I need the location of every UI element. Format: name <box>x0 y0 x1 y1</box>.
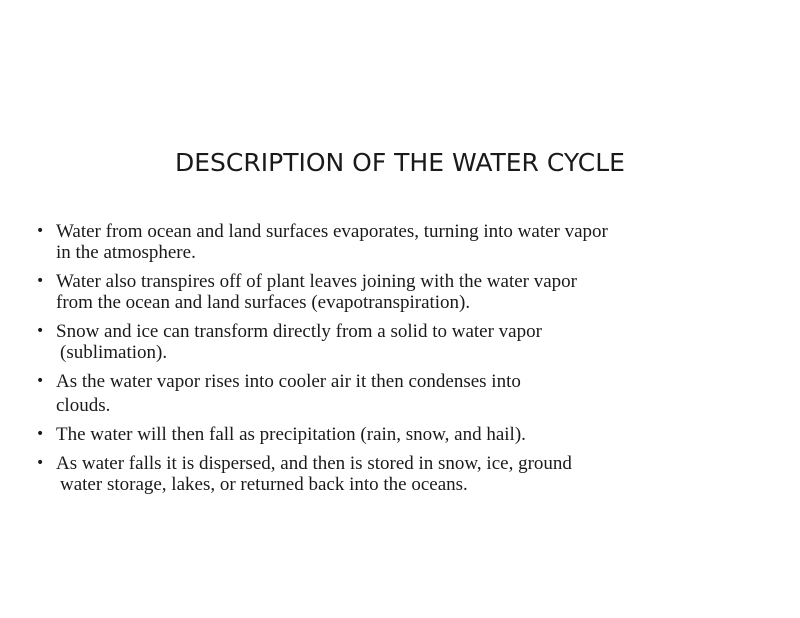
bullet-item-evaporation <box>36 221 686 263</box>
bullet-item-collection <box>36 453 686 495</box>
bullet-dot-icon: • <box>36 323 45 339</box>
bullet-dot-icon: • <box>36 273 45 289</box>
bullet-text-line: Snow and ice can transform directly from a solid to water vapor <box>56 321 542 342</box>
bullet-item-condensation <box>36 371 686 416</box>
bullet-text-line: water storage, lakes, or returned back into the oceans. <box>60 474 468 495</box>
bullet-text-line: The water will then fall as precipitation (rain, snow, and hail). <box>56 424 526 445</box>
bullet-item-transpiration <box>36 271 686 313</box>
bullet-text-line: Water also transpires off of plant leaves joining with the water vapor <box>56 271 577 292</box>
bullet-dot-icon: • <box>36 373 45 389</box>
bullet-text-line: clouds. <box>56 395 111 416</box>
bullet-text-line: in the atmosphere. <box>56 242 196 263</box>
bullet-text-line: Water from ocean and land surfaces evaporates, turning into water vapor <box>56 221 608 242</box>
bullet-text-line: As water falls it is dispersed, and then is stored in snow, ice, ground <box>56 453 572 474</box>
bullet-dot-icon: • <box>36 223 45 239</box>
slide-title: DESCRIPTION OF THE WATER CYCLE <box>175 148 625 177</box>
bullet-dot-icon: • <box>36 426 45 442</box>
bullet-item-precipitation <box>36 424 686 445</box>
bullet-item-sublimation <box>36 321 686 363</box>
bullet-dot-icon: • <box>36 455 45 471</box>
bullet-list <box>36 221 686 503</box>
bullet-text-line: from the ocean and land surfaces (evapotranspiration). <box>56 292 471 313</box>
bullet-text-line: As the water vapor rises into cooler air it then condenses into <box>56 371 521 392</box>
bullet-text-line: (sublimation). <box>60 342 168 363</box>
